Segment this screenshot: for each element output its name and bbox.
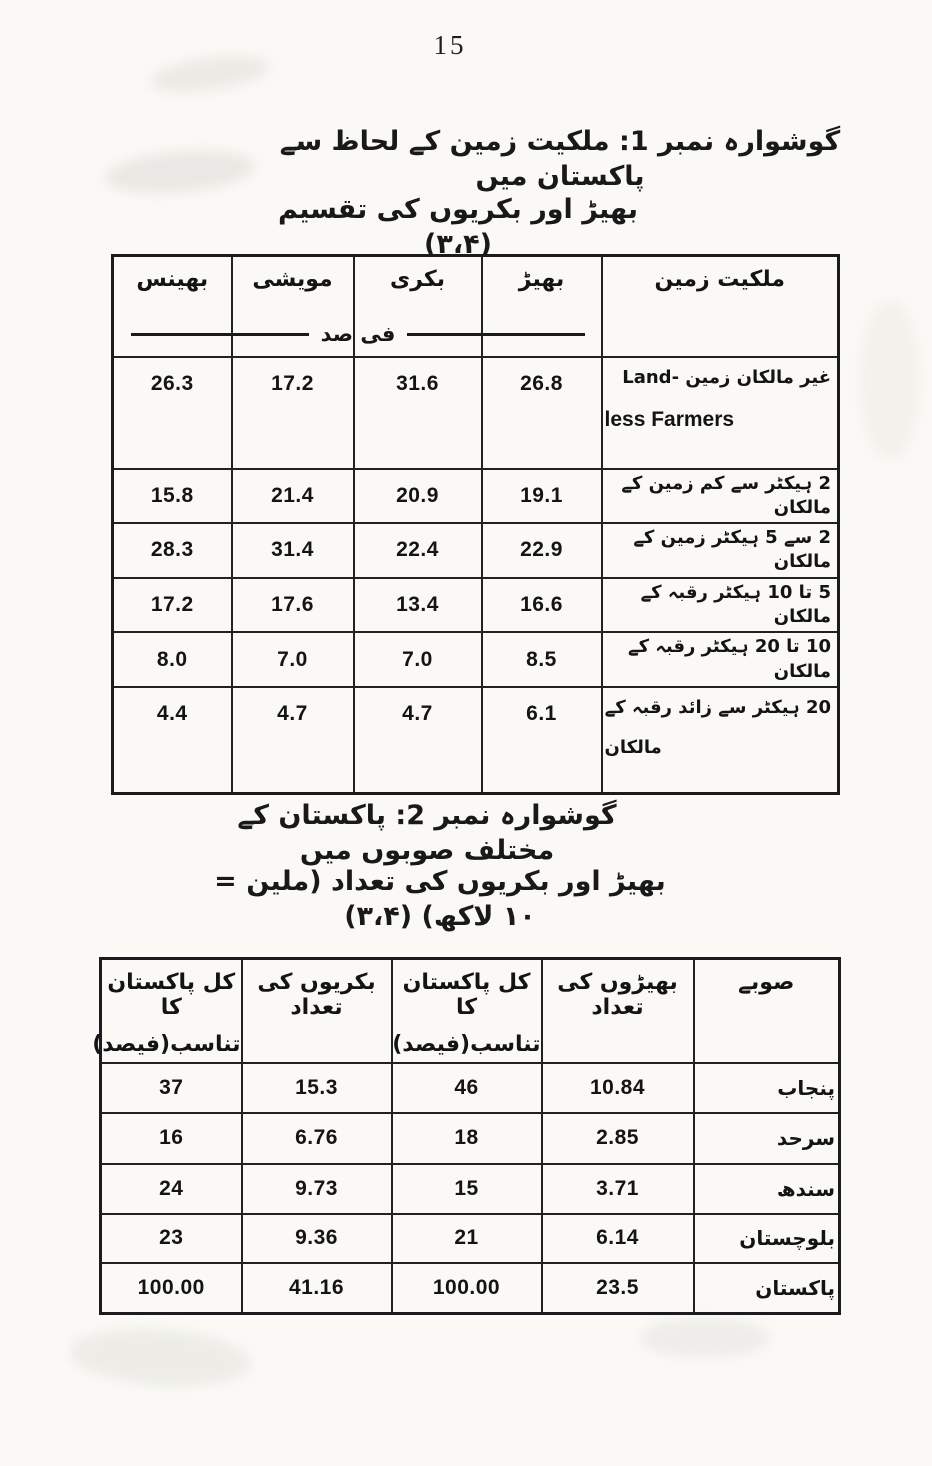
table1-cell-goat: 4.7 xyxy=(354,687,482,794)
table2-goat-count: 6.76 xyxy=(242,1113,392,1164)
table1-row-5to10ha xyxy=(113,578,839,633)
percent-dash-right xyxy=(407,333,585,336)
table1-label-landless-line2: less Farmers xyxy=(604,407,735,431)
scan-smudge xyxy=(68,1324,251,1391)
percent-dash-left xyxy=(131,333,309,336)
table2-sheep-count: 3.71 xyxy=(542,1164,694,1214)
table2-sheep-count: 23.5 xyxy=(542,1263,694,1314)
table1-cell-sheep: 8.5 xyxy=(482,632,602,687)
table1-label-2to5ha: 2 سے 5 ہیکٹر زمین کے مالکان xyxy=(602,523,839,578)
table2-header-sheep-share-line1: کل پاکستان کا xyxy=(402,970,531,1020)
table1-row-2to5ha xyxy=(113,523,839,578)
table1-cell-cattle: 31.4 xyxy=(232,523,354,578)
table2-sheep-count: 10.84 xyxy=(542,1063,694,1113)
table1-cell-sheep: 6.1 xyxy=(482,687,602,794)
table1-header-goat: بکری xyxy=(354,256,482,357)
table2-title-line2: بھیڑ اور بکریوں کی تعداد (ملین = ۱۰ لاکھ) (۳،۴) xyxy=(214,866,666,933)
table2-province: سندھ xyxy=(694,1164,840,1214)
table2-goat-share: 100.00 xyxy=(101,1263,242,1314)
table1-cell-cattle: 4.7 xyxy=(232,687,354,794)
table1-cell-goat: 13.4 xyxy=(354,578,482,633)
table1-header-land: ملکیت زمین xyxy=(602,256,839,357)
table2-province: سرحد xyxy=(694,1113,840,1164)
table2-header-goat-count: بکریوں کی تعداد xyxy=(242,959,392,1063)
table1-cell-buffalo: 15.8 xyxy=(113,469,232,524)
table1-label-landless-line1: غیر مالکان زمین -Land xyxy=(622,366,831,388)
table1-percent-divider xyxy=(119,320,597,348)
table2-goat-count: 15.3 xyxy=(242,1063,392,1113)
table2-sheep-share: 15 xyxy=(392,1164,542,1214)
page-number: 15 xyxy=(433,30,467,60)
table1-cell-cattle: 17.6 xyxy=(232,578,354,633)
scan-smudge xyxy=(104,146,257,199)
table1-title-line1: گوشوارہ نمبر 1: ملکیت زمین کے لحاظ سے پاکستان میں xyxy=(279,126,841,193)
table2-goat-count: 41.16 xyxy=(242,1263,392,1314)
table1-cell-goat: 20.9 xyxy=(354,469,482,524)
table2-goat-count: 9.36 xyxy=(242,1214,392,1263)
table1-header-sheep: بھیڑ xyxy=(482,256,602,357)
table1-header-cattle: مویشی xyxy=(232,256,354,357)
scan-smudge xyxy=(148,50,271,98)
table2-row-punjab xyxy=(101,1063,840,1113)
table1-label-over20ha-line1: 20 ہیکٹر سے زائد رقبہ کے xyxy=(604,696,831,718)
table1-label-5to10ha: 5 تا 10 ہیکٹر رقبہ کے مالکان xyxy=(602,578,839,633)
table2-sheep-share: 21 xyxy=(392,1214,542,1263)
table2-sheep-share: 100.00 xyxy=(392,1263,542,1314)
table1-header-buffalo: بھینس xyxy=(113,256,232,357)
table1-cell-buffalo: 8.0 xyxy=(113,632,232,687)
table-2 xyxy=(92,957,838,1315)
scan-smudge xyxy=(640,1318,770,1358)
table1-label-over20ha-line2: مالکان xyxy=(604,737,662,759)
table1-label-10to20ha: 10 تا 20 ہیکٹر رقبہ کے مالکان xyxy=(602,632,839,687)
table1-row-over20ha xyxy=(113,687,839,794)
table2-province: بلوچستان xyxy=(694,1214,840,1263)
table1-cell-sheep: 19.1 xyxy=(482,469,602,524)
table2-sheep-count: 2.85 xyxy=(542,1113,694,1164)
table2-row-sarhad xyxy=(101,1113,840,1164)
table1-cell-buffalo: 4.4 xyxy=(113,687,232,794)
table1-cell-cattle: 17.2 xyxy=(232,357,354,469)
table1-title-line2: بھیڑ اور بکریوں کی تقسیم (۳،۴) xyxy=(278,194,638,261)
table1-label-over20ha xyxy=(602,687,839,794)
table2-header-sheep-count: بھیڑوں کی تعداد xyxy=(542,959,694,1063)
table1-cell-cattle: 21.4 xyxy=(232,469,354,524)
table2-goat-share: 37 xyxy=(101,1063,242,1113)
table2-sheep-share: 46 xyxy=(392,1063,542,1113)
table2-grid xyxy=(92,957,841,1315)
table2-row-balochistan xyxy=(101,1214,840,1263)
table1-cell-goat: 22.4 xyxy=(354,523,482,578)
percent-label: فی صد xyxy=(320,322,396,346)
table1-cell-sheep: 16.6 xyxy=(482,578,602,633)
table2-row-sindh xyxy=(101,1164,840,1214)
table1-cell-goat: 31.6 xyxy=(354,357,482,469)
table2-sheep-count: 6.14 xyxy=(542,1214,694,1263)
table2-header-goat-share-line1: کل پاکستان کا xyxy=(107,970,236,1020)
table1-row-landless xyxy=(113,357,839,469)
table2-goat-share: 23 xyxy=(101,1214,242,1263)
table2-row-pakistan xyxy=(101,1263,840,1314)
table1-cell-buffalo: 26.3 xyxy=(113,357,232,469)
table-1 xyxy=(111,254,837,795)
table2-goat-count: 9.73 xyxy=(242,1164,392,1214)
table2-title-line1: گوشوارہ نمبر 2: پاکستان کے مختلف صوبوں میں xyxy=(237,800,617,867)
table2-header-sheep-share xyxy=(392,959,542,1063)
table1-cell-buffalo: 28.3 xyxy=(113,523,232,578)
table2-goat-share: 24 xyxy=(101,1164,242,1214)
table1-cell-cattle: 7.0 xyxy=(232,632,354,687)
table2-header-province: صوبے xyxy=(694,959,840,1063)
table1-cell-goat: 7.0 xyxy=(354,632,482,687)
table2-sheep-share: 18 xyxy=(392,1113,542,1164)
table1-cell-sheep: 22.9 xyxy=(482,523,602,578)
table1-label-landless xyxy=(602,357,839,469)
table2-goat-share: 16 xyxy=(101,1113,242,1164)
table1-row-under2ha xyxy=(113,469,839,524)
scan-smudge xyxy=(860,300,920,460)
table2-province: پنجاب xyxy=(694,1063,840,1113)
table1-label-under2ha: 2 ہیکٹر سے کم زمین کے مالکان xyxy=(602,469,839,524)
table2-header-sheep-share-line2: تناسب(فیصد) xyxy=(392,1032,541,1057)
table2-header-goat-share xyxy=(92,959,242,1063)
table2-header-goat-share-line2: تناسب(فیصد) xyxy=(92,1032,241,1057)
table1-cell-sheep: 26.8 xyxy=(482,357,602,469)
table1-cell-buffalo: 17.2 xyxy=(113,578,232,633)
table2-header-row xyxy=(101,959,840,1063)
table1-row-10to20ha xyxy=(113,632,839,687)
table2-province: پاکستان xyxy=(694,1263,840,1314)
